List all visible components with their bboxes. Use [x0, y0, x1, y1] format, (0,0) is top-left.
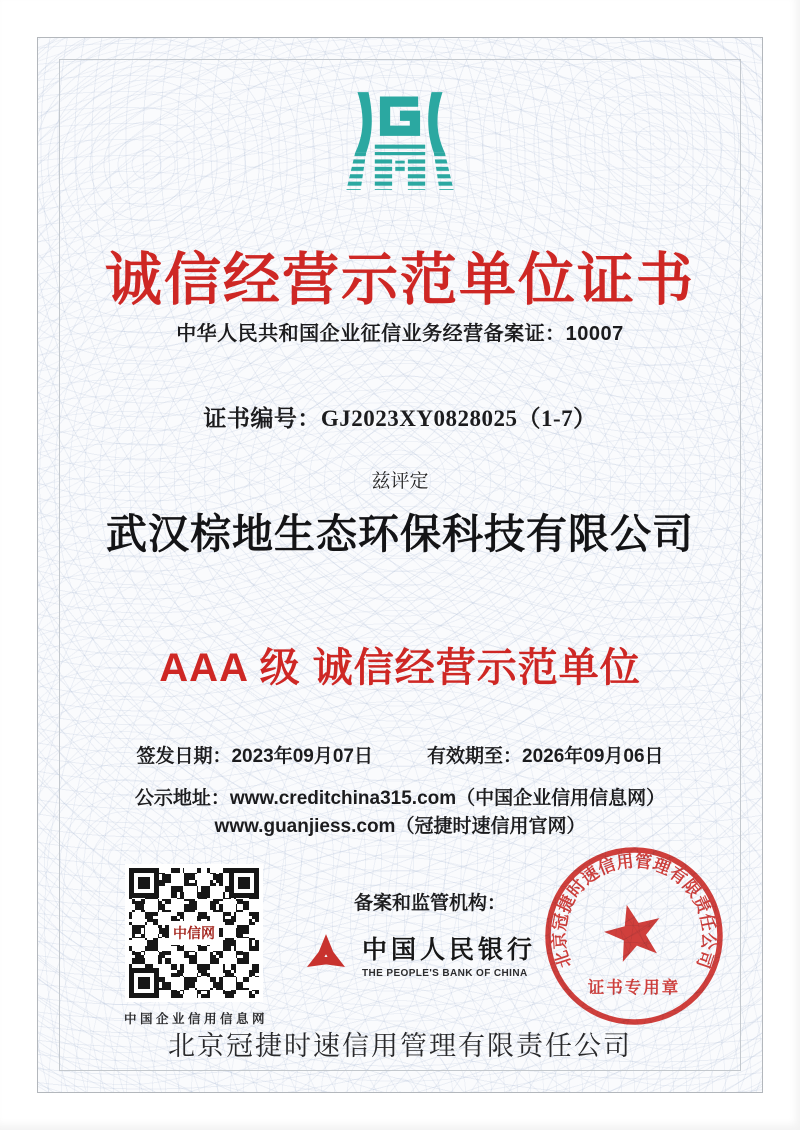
- seal-star-icon: [599, 898, 667, 964]
- qr-code: [129, 868, 259, 998]
- svg-text:北京冠捷时速信用管理有限责任公司: [549, 851, 719, 971]
- qr-finder-icon: [229, 868, 259, 898]
- issuer-name: 北京冠捷时速信用管理有限责任公司: [168, 1031, 632, 1061]
- company-name: 武汉棕地生态环保科技有限公司: [106, 511, 694, 557]
- issue-date: [136, 741, 373, 768]
- certificate-number-value: GJ2023XY0828025（1-7）: [320, 406, 597, 431]
- certificate-number: [0, 400, 800, 433]
- valid-until-label: 有效期至：: [427, 746, 523, 767]
- issue-date-value: 2023年09月07日: [231, 746, 373, 767]
- qr-column: [124, 868, 269, 1027]
- issuer-emblem-icon: [329, 78, 471, 204]
- official-seal: [538, 840, 730, 1032]
- rating-line: AAA 级 诚信经营示范单位: [159, 646, 641, 690]
- pboc-names: [362, 930, 536, 979]
- pboc-name-en: THE PEOPLE'S BANK OF CHINA: [362, 968, 528, 979]
- seal-ring-text: 北京冠捷时速信用管理有限责任公司: [549, 851, 719, 971]
- qr-caption: 中国企业信用信息网: [124, 1012, 269, 1026]
- record-number-subtitle: 中华人民共和国企业征信业务经营备案证：10007: [176, 323, 624, 345]
- seal-bottom-text: 证书专用章: [587, 979, 681, 997]
- publicity-address: [0, 785, 800, 841]
- qr-finder-icon: [129, 868, 159, 898]
- issue-date-label: 签发日期：: [136, 746, 232, 767]
- certificate-title: 诚信经营示范单位证书: [105, 248, 695, 312]
- hereby-text: 兹评定: [371, 471, 429, 492]
- publicity-address-line2: www.guanjiess.com（冠捷时速信用官网）: [214, 816, 586, 837]
- valid-until: [427, 741, 664, 768]
- qr-center-text: 中信网: [169, 921, 219, 945]
- valid-until-value: 2026年09月06日: [522, 746, 664, 767]
- date-row: [0, 741, 800, 768]
- certificate-number-label: 证书编号：: [203, 406, 321, 431]
- qr-finder-icon: [129, 968, 159, 998]
- publicity-address-line1: 公示地址：www.creditchina315.com（中国企业信用信息网）: [134, 788, 666, 809]
- regulator-label: 备案和监管机构：: [353, 893, 506, 914]
- pboc-name-cn: 中国人民银行: [362, 935, 537, 964]
- pboc-logo: [303, 930, 536, 979]
- pboc-emblem-icon: [303, 932, 349, 978]
